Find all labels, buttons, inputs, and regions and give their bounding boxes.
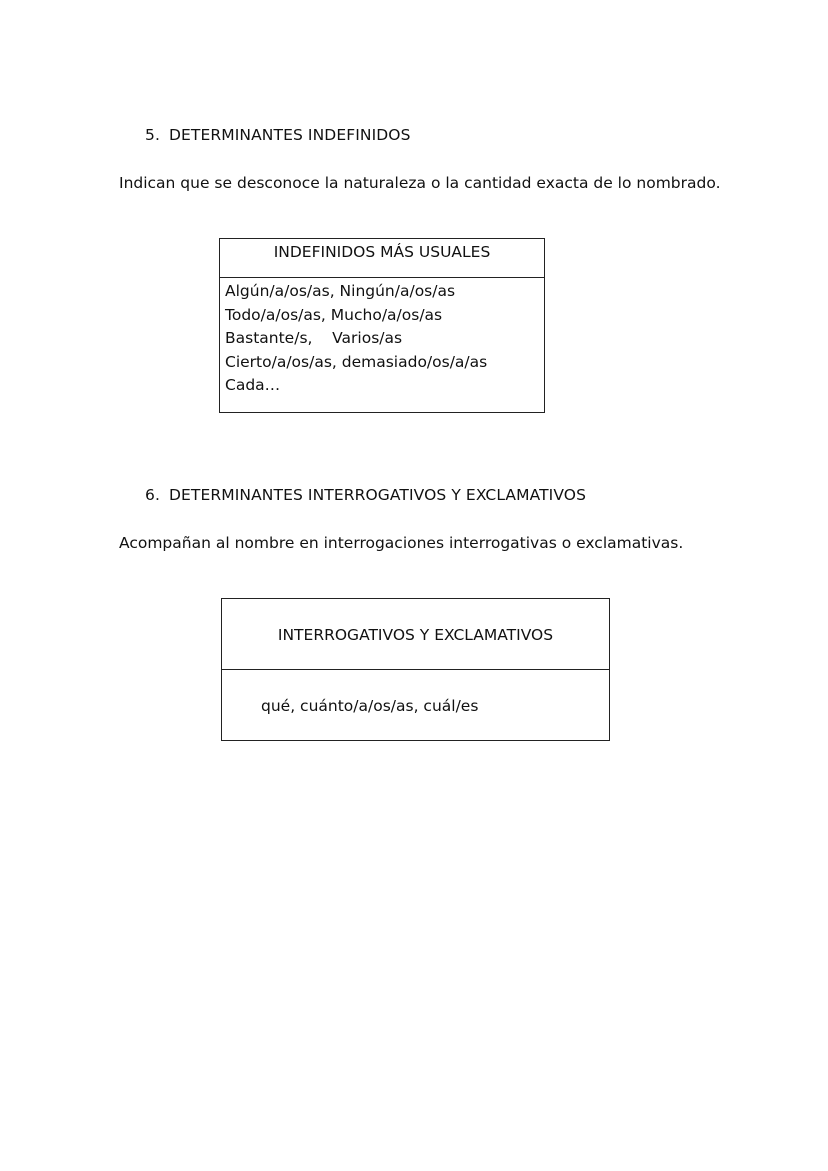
indefinidos-table-body [220,278,544,398]
indefinidos-line: Cierto/a/os/as, demasiado/os/a/as [225,352,488,371]
section-5-number: 5. [145,126,160,144]
interrogativos-table-content: qué, cuánto/a/os/as, cuál/es [261,697,479,715]
interrogativos-table [221,598,610,741]
section-6-number: 6. [145,486,160,504]
indefinidos-line: Bastante/s, Varios/as [225,329,403,347]
section-5-title: DETERMINANTES INDEFINIDOS [169,126,411,144]
interrogativos-table-header: INTERROGATIVOS Y EXCLAMATIVOS [222,599,609,670]
section-5-heading [145,126,411,144]
section-5-description: Indican que se desconoce la naturaleza o la cantidad exacta de lo nombrado. [119,174,721,192]
indefinidos-line: Todo/a/os/as, Mucho/a/os/as [225,305,443,324]
indefinidos-table [219,238,545,413]
section-6-title: DETERMINANTES INTERROGATIVOS Y EXCLAMATIVOS [169,486,587,504]
indefinidos-line: Algún/a/os/as, Ningún/a/os/as [225,282,456,300]
indefinidos-line: Cada… [225,376,281,394]
section-6-heading [145,486,586,504]
indefinidos-table-header: INDEFINIDOS MÁS USUALES [220,239,544,278]
section-6-description: Acompañan al nombre en interrogaciones interrogativas o exclamativas. [119,534,684,552]
